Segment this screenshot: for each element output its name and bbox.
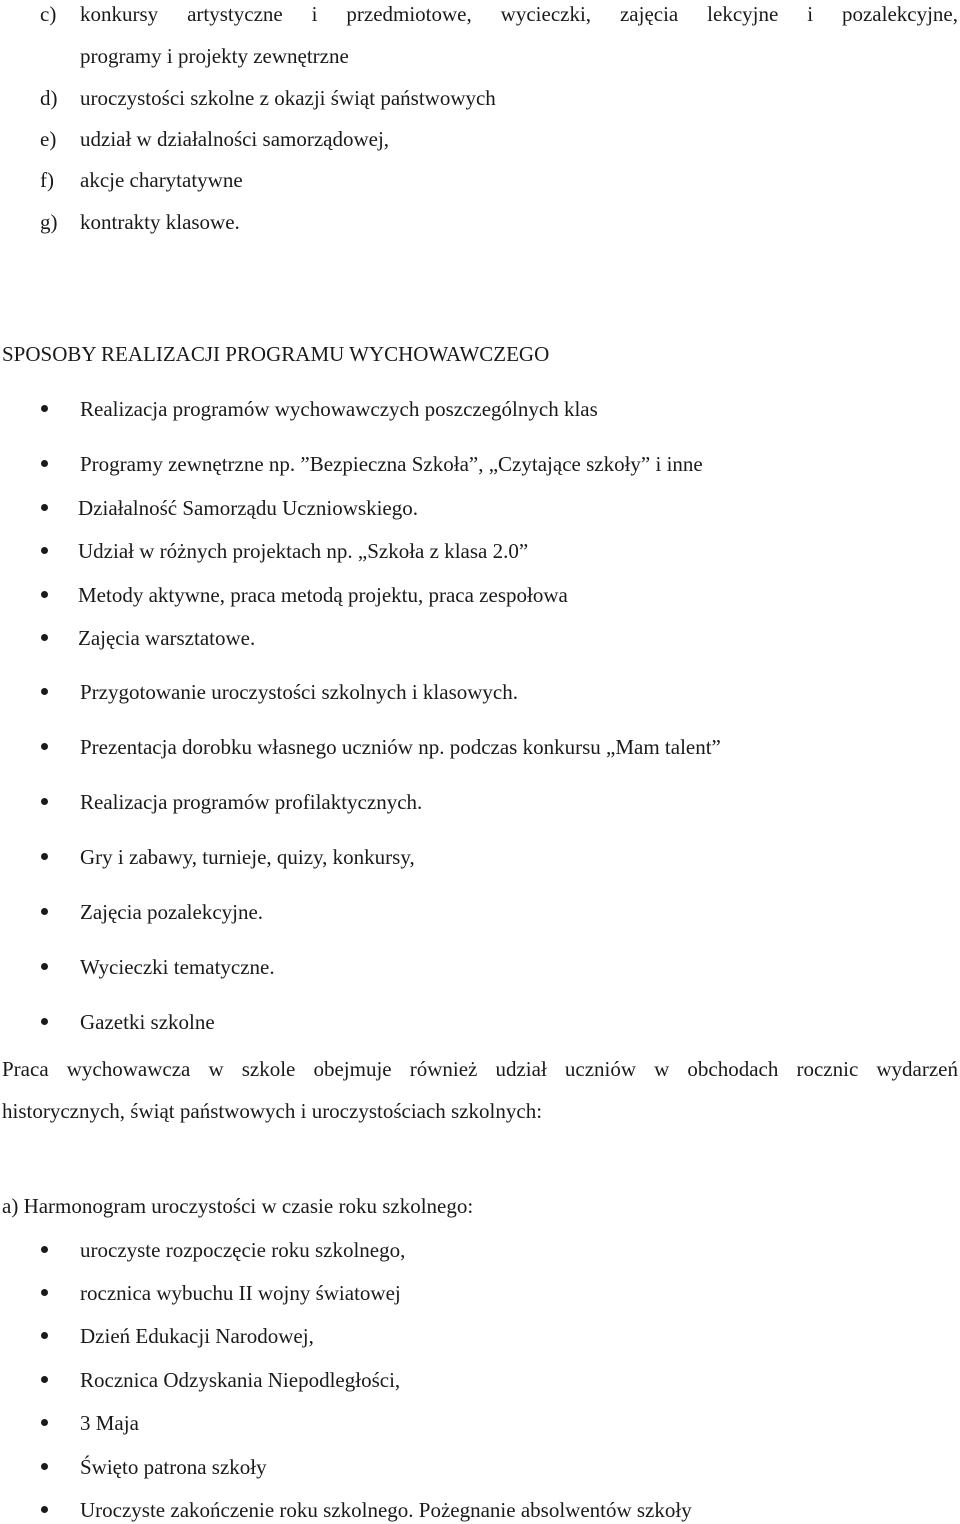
bullet-icon (41, 1246, 48, 1253)
list-item-text: Wycieczki tematyczne. (80, 955, 275, 979)
bullet-icon (41, 1463, 48, 1470)
section-heading: SPOSOBY REALIZACJI PROGRAMU WYCHOWAWCZEGO (2, 342, 550, 366)
list-letter: g) (40, 210, 58, 234)
bullet-icon (41, 1018, 48, 1025)
bullet-icon (41, 591, 48, 598)
list-item-text: akcje charytatywne (80, 168, 243, 192)
list-item-text: 3 Maja (80, 1411, 139, 1435)
list-item-text: Święto patrona szkoły (80, 1455, 267, 1479)
list-letter: c) (40, 2, 57, 26)
list-item-text: kontrakty klasowe. (80, 210, 240, 234)
list-item-text: rocznica wybuchu II wojny światowej (80, 1281, 401, 1305)
bullet-icon (41, 853, 48, 860)
bullet-icon (41, 1289, 48, 1296)
paragraph-line: Praca wychowawcza w szkole obejmuje również udział uczniów w obchodach rocznic wydarzeń (2, 1057, 958, 1081)
list-letter: f) (40, 168, 54, 192)
list-item-text: Programy zewnętrzne np. ”Bezpieczna Szkoła”, „Czytające szkoły” i inne (80, 452, 703, 476)
bullet-icon (41, 1506, 48, 1513)
paragraph-line: historycznych, świąt państwowych i uroczystościach szkolnych: (2, 1099, 543, 1123)
list-item-text: Uroczyste zakończenie roku szkolnego. Pożegnanie absolwentów szkoły (80, 1498, 692, 1522)
list-item-text: Prezentacja dorobku własnego uczniów np. podczas konkursu „Mam talent” (80, 735, 721, 759)
list-item-text: Gry i zabawy, turnieje, quizy, konkursy, (80, 845, 415, 869)
bullet-icon (41, 634, 48, 641)
list-item-text: Rocznica Odzyskania Niepodległości, (80, 1368, 401, 1392)
bullet-icon (41, 1419, 48, 1426)
bullet-icon (41, 405, 48, 412)
list-item-text: udział w działalności samorządowej, (80, 127, 390, 151)
list-item-text: Gazetki szkolne (80, 1010, 215, 1034)
list-item-text: uroczyste rozpoczęcie roku szkolnego, (80, 1238, 406, 1262)
list-letter: e) (40, 127, 57, 151)
list-item-text: Metody aktywne, praca metodą projektu, praca zespołowa (78, 583, 568, 607)
bullet-icon (41, 688, 48, 695)
bullet-icon (41, 963, 48, 970)
bullet-icon (41, 460, 48, 467)
schedule-heading: a) Harmonogram uroczystości w czasie roku szkolnego: (2, 1194, 474, 1218)
list-item-text: Działalność Samorządu Uczniowskiego. (78, 496, 418, 520)
bullet-icon (41, 547, 48, 554)
bullet-icon (41, 504, 48, 511)
list-item-text-cont: programy i projekty zewnętrzne (80, 44, 349, 68)
bullet-icon (41, 1376, 48, 1383)
list-item-text: konkursy artystyczne i przedmiotowe, wycieczki, zajęcia lekcyjne i pozalekcyjne, (80, 2, 958, 26)
list-item-text: Realizacja programów wychowawczych poszczególnych klas (80, 397, 598, 421)
list-item-text: Realizacja programów profilaktycznych. (80, 790, 423, 814)
list-item-text: Przygotowanie uroczystości szkolnych i klasowych. (80, 680, 518, 704)
bullet-icon (41, 798, 48, 805)
bullet-icon (41, 1332, 48, 1339)
list-item-text: Zajęcia warsztatowe. (78, 626, 256, 650)
list-item-text: Dzień Edukacji Narodowej, (80, 1324, 314, 1348)
list-item-text: Zajęcia pozalekcyjne. (80, 900, 264, 924)
list-item-text: Udział w różnych projektach np. „Szkoła z klasa 2.0” (78, 539, 529, 563)
list-item-text: uroczystości szkolne z okazji świąt państwowych (80, 86, 496, 110)
list-letter: d) (40, 86, 58, 110)
bullet-icon (41, 908, 48, 915)
bullet-icon (41, 743, 48, 750)
